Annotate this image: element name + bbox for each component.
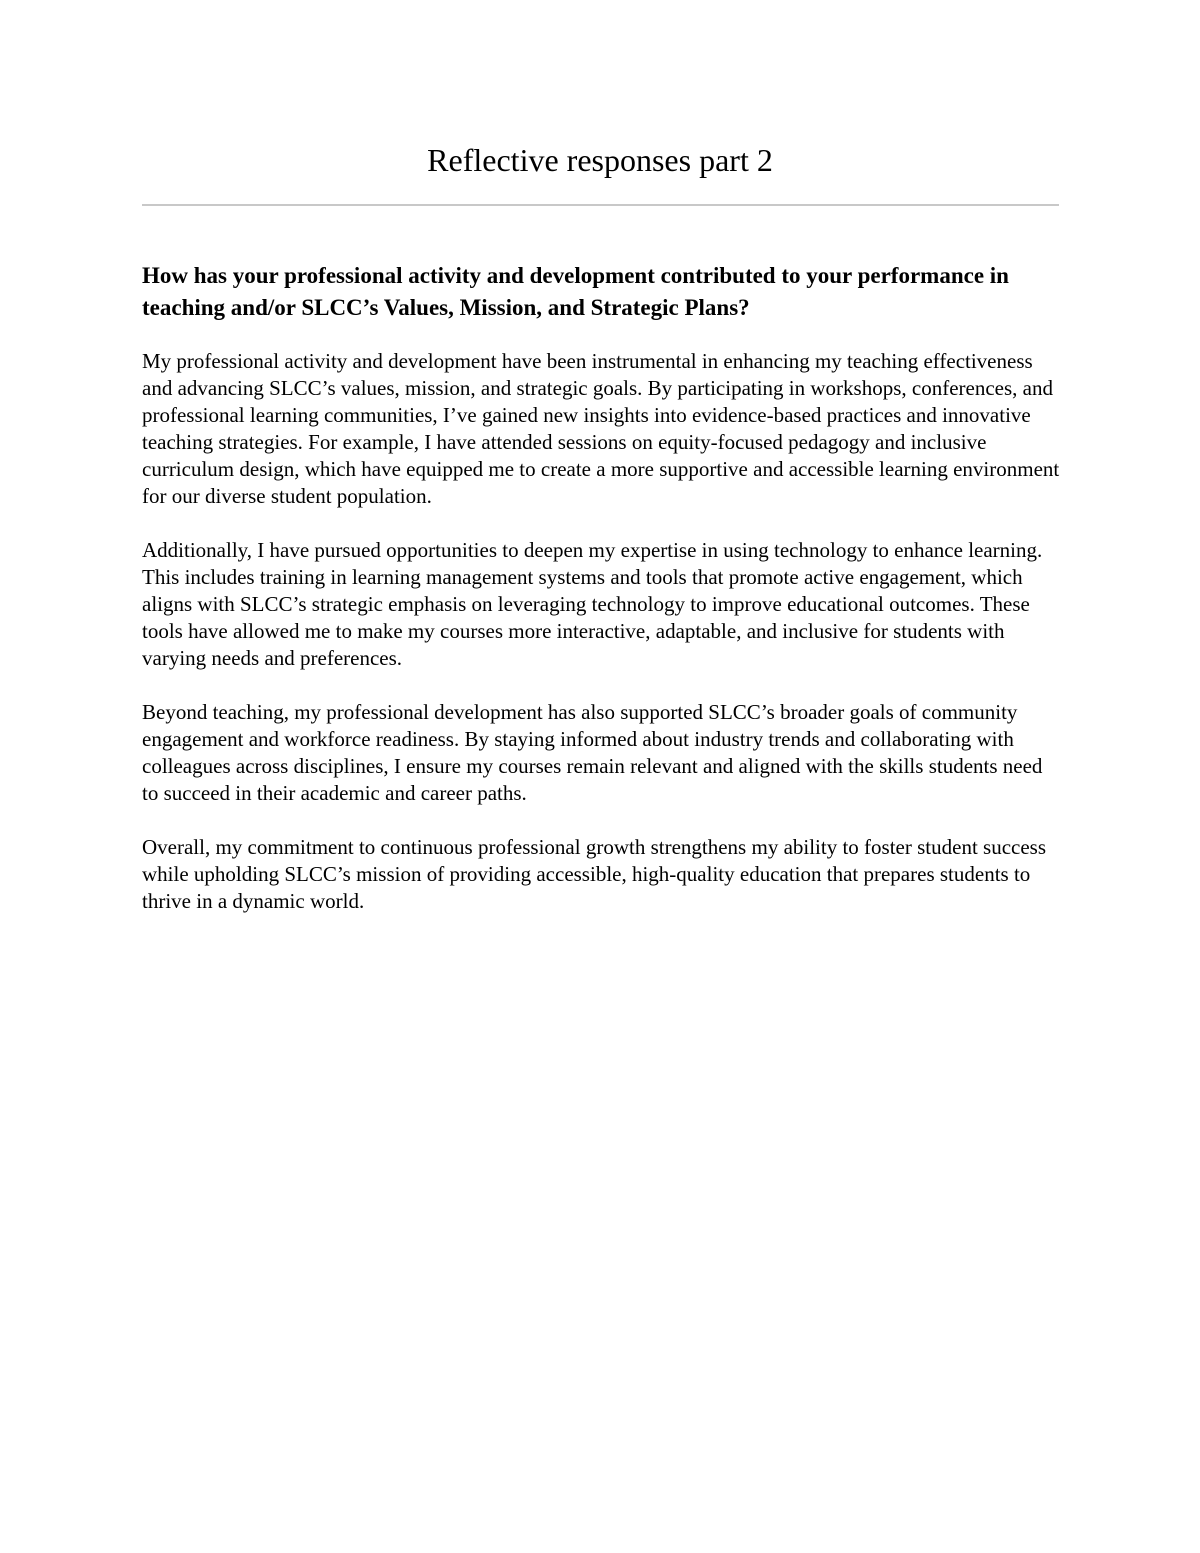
- paragraph-3: Beyond teaching, my professional development has also supported SLCC’s broader goals of community engagement and workforce readiness. By staying informed about industry trends and collaborating with colleagues across disciplines, I ensure my courses remain relevant and aligned with the skills students need to succeed in their academic and career paths.: [142, 700, 1043, 805]
- page-title: Reflective responses part 2: [427, 142, 773, 178]
- paragraph-4: Overall, my commitment to continuous professional growth strengthens my ability to foster student success while upholding SLCC’s mission of providing accessible, high-quality education that prepares students to thrive in a dynamic world.: [142, 835, 1047, 913]
- paragraph-1: My professional activity and development have been instrumental in enhancing my teaching effectiveness and advancing SLCC’s values, mission, and strategic goals. By participating in workshops, conferences, and professional learning communities, I’ve gained new insights into evidence-based practices and innovative teaching strategies. For example, I have attended sessions on equity-focused pedagogy and inclusive curriculum design, which have equipped me to create a more supportive and accessible learning environment for our diverse student population.: [142, 349, 1060, 508]
- paragraph-2: Additionally, I have pursued opportunities to deepen my expertise in using technology to enhance learning. This includes training in learning management systems and tools that promote active engagement, which aligns with SLCC’s strategic emphasis on leveraging technology to improve educational outcomes. These tools have allowed me to make my courses more interactive, adaptable, and inclusive for students with varying needs and preferences.: [142, 538, 1043, 670]
- document-body: [142, 260, 1062, 942]
- question-heading: How has your professional activity and development contributed to your performance in teaching and/or SLCC’s Values, Mission, and Strategic Plans?: [142, 263, 1009, 320]
- title-divider: [142, 204, 1059, 206]
